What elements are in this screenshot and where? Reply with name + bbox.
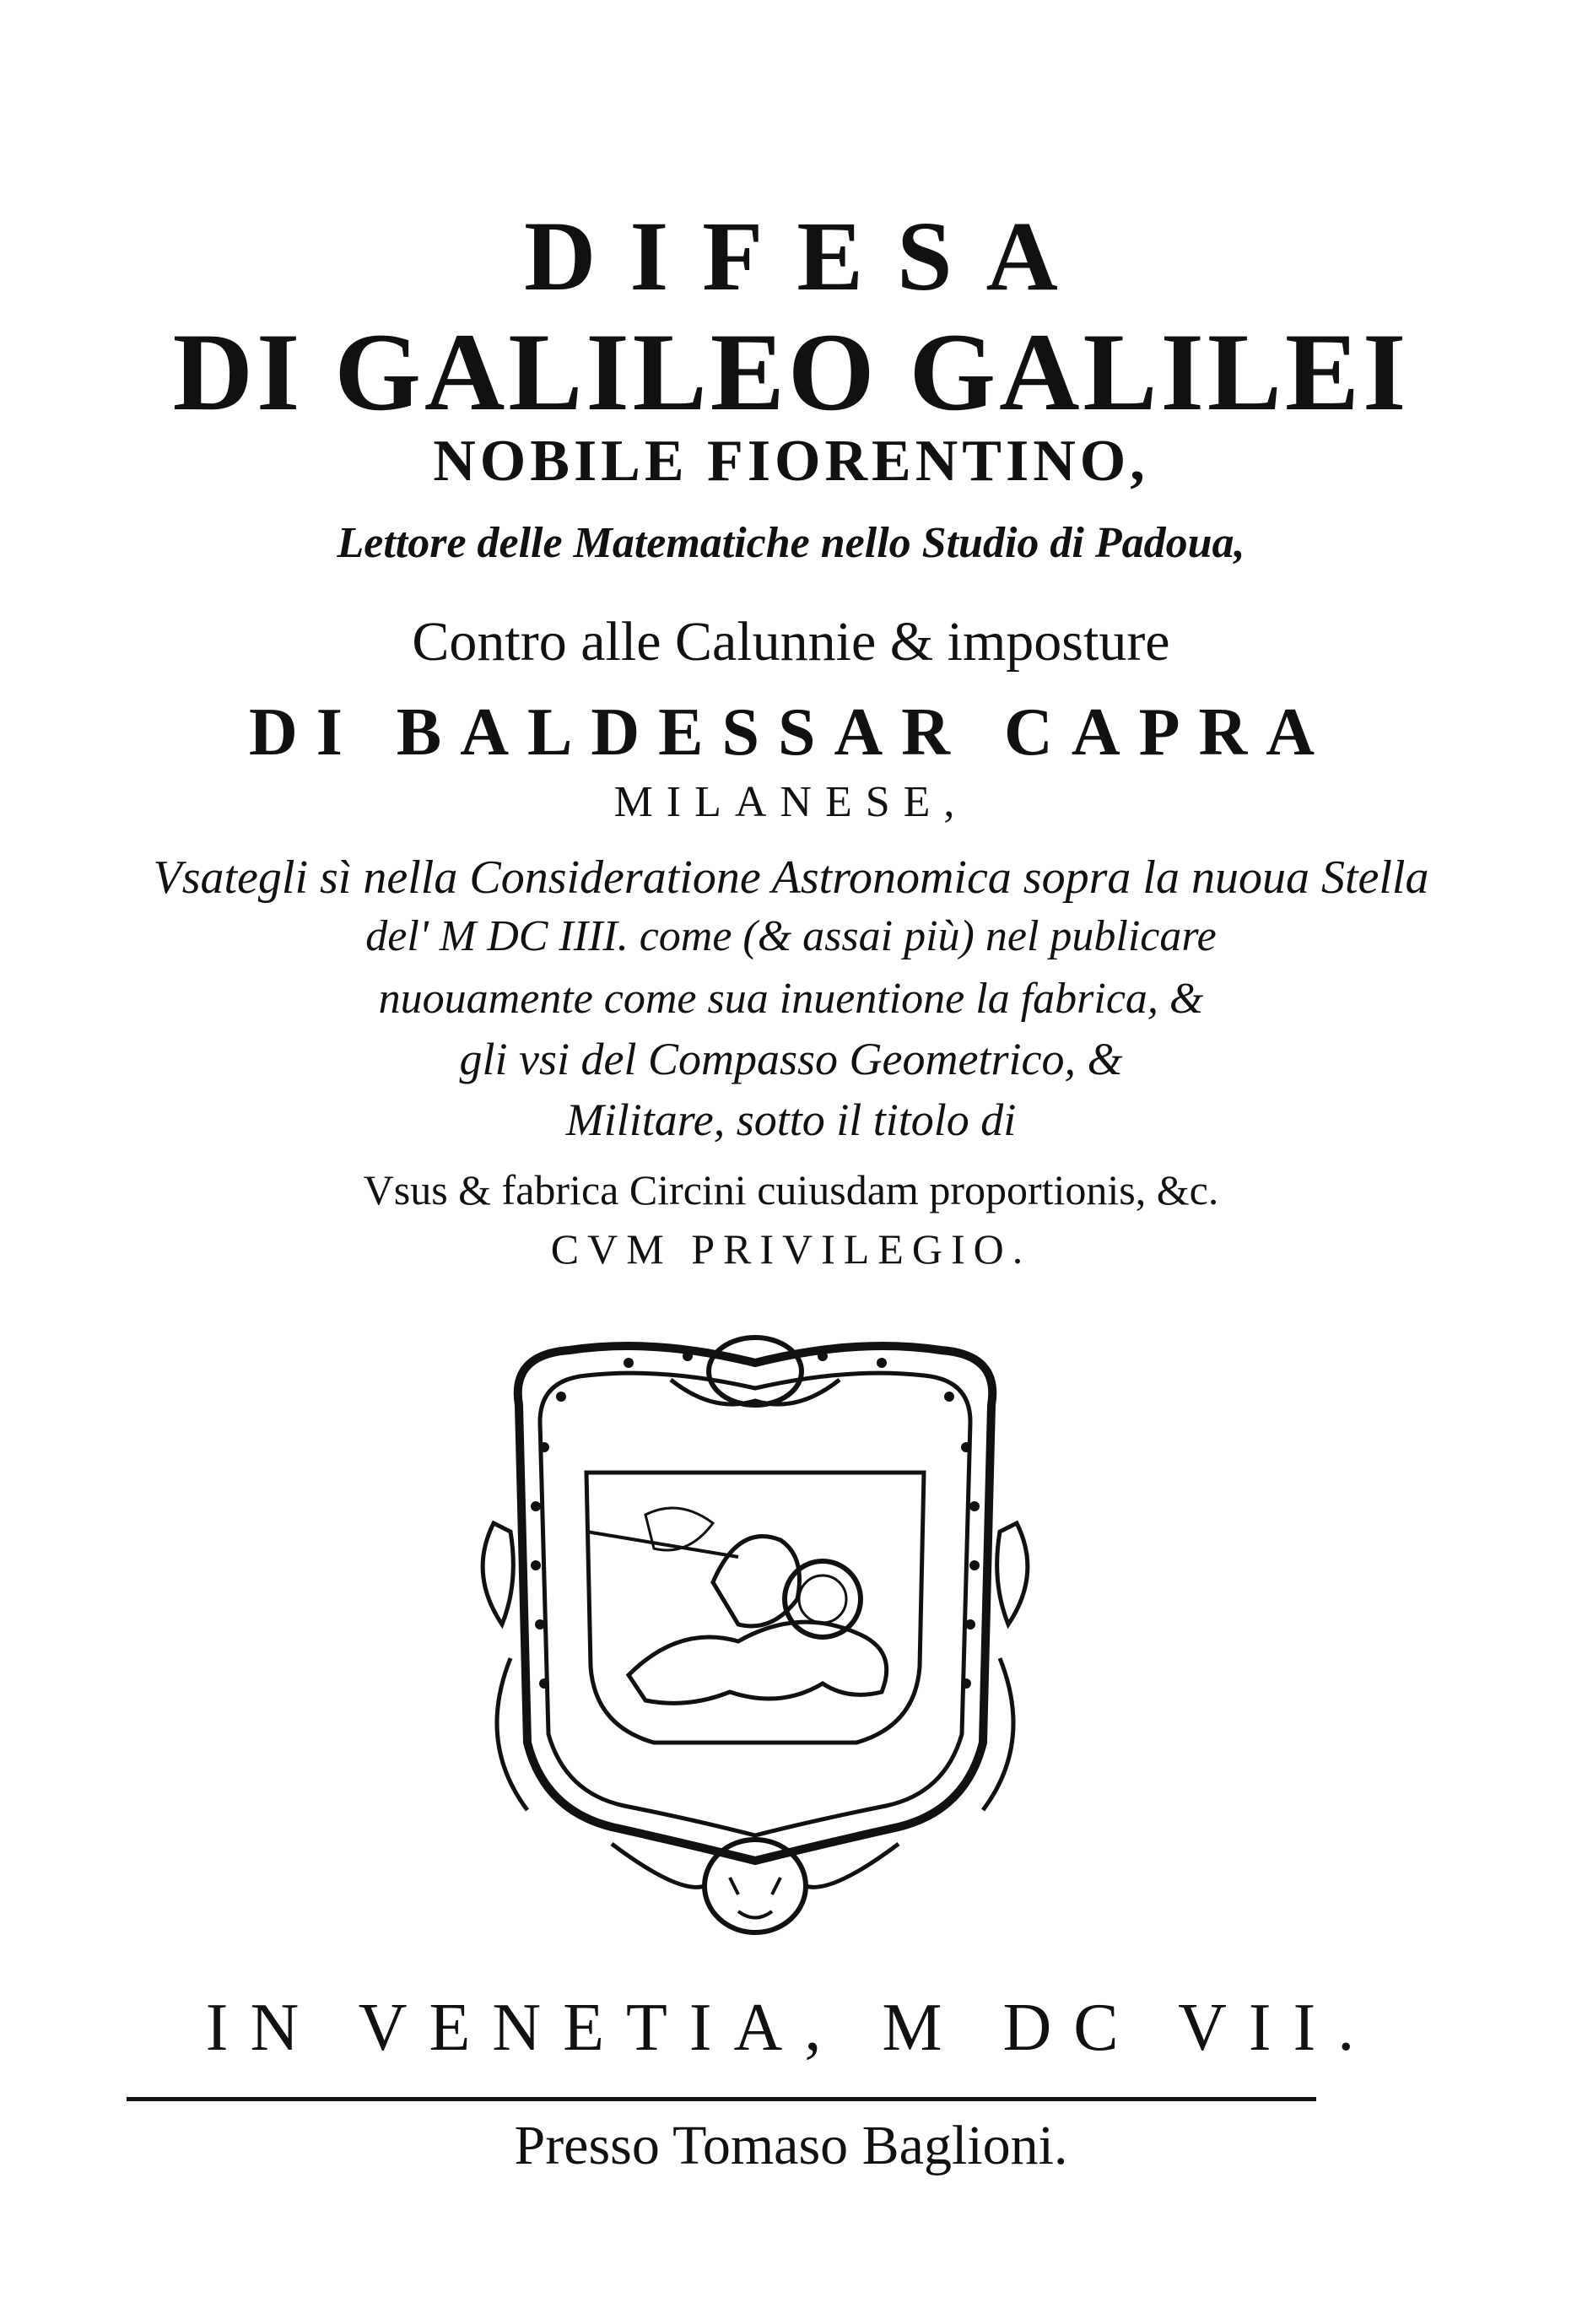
imprint-place-date: IN VENETIA, M DC VII.: [205, 1991, 1377, 2065]
title-lettore: Lettore delle Matematiche nello Studio di Padoua,: [337, 519, 1245, 567]
title-galileo-galilei: DI GALILEO GALILEI: [172, 310, 1410, 434]
imprint-printer: Presso Tomaso Baglioni.: [514, 2115, 1068, 2176]
privilege-line: CVM PRIVILEGIO.: [550, 1225, 1032, 1273]
title-nobile-fiorentino: NOBILE FIORENTINO,: [433, 429, 1149, 494]
title-baldessar-capra: DI BALDESSAR CAPRA: [248, 695, 1334, 770]
description-line-5: Militare, sotto il titolo di: [565, 1094, 1017, 1145]
title-contro-calunnie: Contro alle Calunnie & imposture: [412, 611, 1170, 673]
description-line-3: nuouamente come sua inuentione la fabrica, &: [378, 975, 1204, 1023]
description-line-4: gli vsi del Compasso Geometrico, &: [459, 1034, 1123, 1084]
title-difesa: DIFESA: [524, 201, 1092, 311]
usus-fabrica-line: Vsus & fabrica Circini cuiusdam proportionis, &c.: [363, 1166, 1219, 1213]
description-line-2: del' M DC IIII. come (& assai più) nel publicare: [365, 912, 1217, 960]
title-milanese: MILANESE,: [613, 778, 969, 826]
printer-device-emblem: [460, 1304, 1050, 1945]
imprint-rule: [127, 2097, 1316, 2101]
description-line-1: Vsategli sì nella Consideratione Astronomica sopra la nuoua Stella: [153, 851, 1429, 904]
